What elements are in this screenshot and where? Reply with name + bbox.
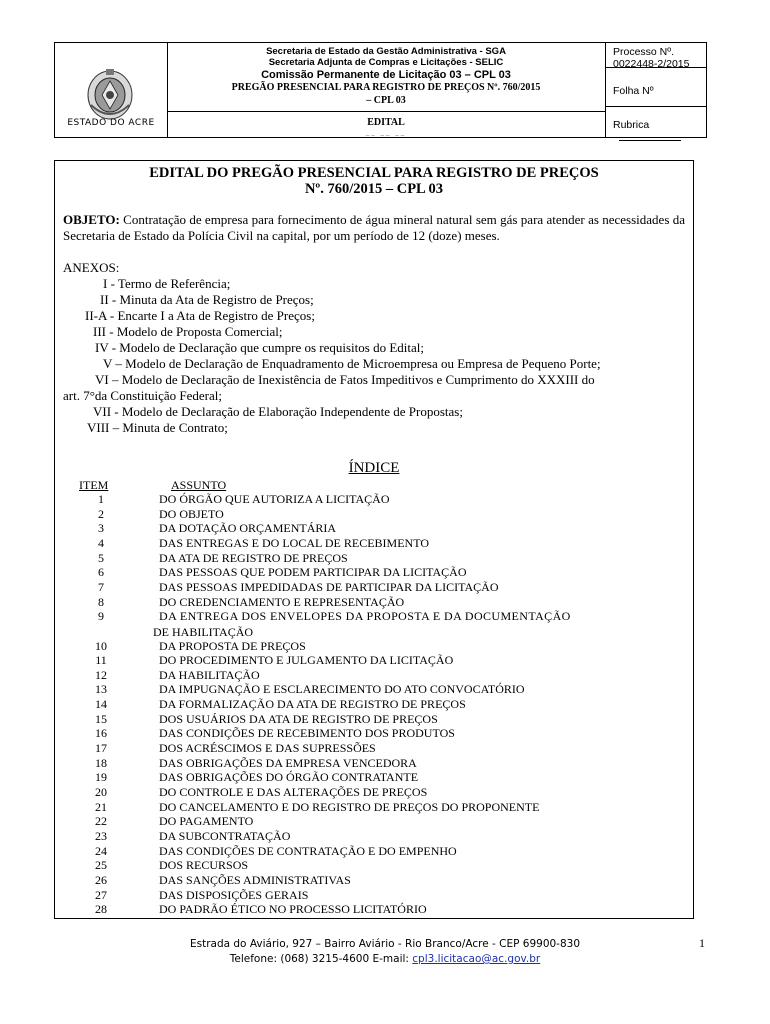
item-subject: DA ENTREGA DOS ENVELOPES DA PROPOSTA E DA DOCUMENTAÇÃO bbox=[159, 609, 571, 624]
table-row bbox=[55, 888, 693, 903]
header-line-dashes: __ __ __ bbox=[365, 129, 407, 137]
page-number: 1 bbox=[699, 936, 705, 950]
item-subject: DOS USUÁRIOS DA ATA DE REGISTRO DE PREÇOS bbox=[159, 711, 438, 726]
table-row bbox=[55, 492, 693, 507]
footer-contact bbox=[0, 953, 770, 965]
item-subject: DAS PESSOAS QUE PODEM PARTICIPAR DA LICITAÇÃO bbox=[159, 565, 467, 580]
table-row bbox=[55, 770, 693, 785]
item-number: 3 bbox=[98, 521, 104, 536]
item-subject: DA PROPOSTA DE PREÇOS bbox=[159, 638, 306, 653]
table-row bbox=[55, 858, 693, 873]
item-subject: DOS ACRÉSCIMOS E DAS SUPRESSÕES bbox=[159, 741, 376, 756]
header-line-selic: Secretaria Adjunta de Compras e Licitações - SELIC bbox=[268, 57, 504, 68]
table-row bbox=[55, 756, 693, 771]
header-line-pregao: PREGÃO PRESENCIAL PARA REGISTRO DE PREÇOS Nº. 760/2015 bbox=[231, 82, 541, 93]
header-right-cell bbox=[605, 43, 706, 137]
item-subject: DA IMPUGNAÇÃO E ESCLARECIMENTO DO ATO CONVOCATÓRIO bbox=[159, 682, 525, 697]
table-row bbox=[55, 902, 693, 917]
anexo-item: I - Termo de Referência; bbox=[103, 276, 231, 291]
item-number: 2 bbox=[98, 506, 104, 521]
item-subject: DO ÓRGÃO QUE AUTORIZA A LICITAÇÃO bbox=[159, 492, 390, 506]
anexo-item: VII - Modelo de Declaração de Elaboração Independente de Propostas; bbox=[93, 404, 463, 419]
item-number: 27 bbox=[95, 887, 107, 902]
table-row bbox=[55, 668, 693, 683]
header-line-cpl: Comissão Permanente de Licitação 03 – CPL 03 bbox=[261, 69, 511, 81]
item-number: 28 bbox=[95, 902, 107, 917]
rubrica-label: Rubrica bbox=[613, 119, 650, 131]
item-number: 4 bbox=[98, 535, 104, 550]
table-row bbox=[55, 595, 693, 610]
item-number: 14 bbox=[95, 697, 107, 712]
anexo-item: III - Modelo de Proposta Comercial; bbox=[93, 324, 283, 339]
item-number: 13 bbox=[95, 682, 107, 697]
state-coat-of-arms-icon bbox=[85, 65, 135, 125]
rubrica-blank bbox=[619, 131, 681, 141]
item-subject: DO OBJETO bbox=[159, 506, 224, 521]
edital-body bbox=[54, 160, 694, 919]
table-row bbox=[55, 726, 693, 741]
item-number: 24 bbox=[95, 843, 107, 858]
item-number: 21 bbox=[95, 799, 107, 814]
header-right-divider-1 bbox=[605, 67, 706, 68]
footer-address: Estrada do Aviário, 927 – Bairro Aviário - Rio Branco/Acre - CEP 69900-830 bbox=[189, 938, 581, 950]
item-subject: DO CANCELAMENTO E DO REGISTRO DE PREÇOS DO PROPONENTE bbox=[159, 799, 540, 814]
table-row bbox=[55, 653, 693, 668]
page-title: EDITAL DO PREGÃO PRESENCIAL PARA REGISTRO DE PREÇOS bbox=[149, 165, 599, 181]
state-name: ESTADO DO ACRE bbox=[67, 118, 155, 128]
anexo-item: II - Minuta da Ata de Registro de Preços; bbox=[100, 292, 314, 307]
objeto-paragraph bbox=[63, 212, 685, 244]
header-line-sga: Secretaria de Estado da Gestão Administrativa - SGA bbox=[266, 46, 506, 57]
item-subject: DOS RECURSOS bbox=[159, 858, 249, 873]
item-number: 16 bbox=[95, 726, 107, 741]
item-number: 22 bbox=[95, 814, 107, 829]
page-subtitle: Nº. 760/2015 – CPL 03 bbox=[304, 181, 444, 197]
table-row bbox=[55, 565, 693, 580]
objeto-label: OBJETO: bbox=[63, 212, 120, 227]
footer-phone: Telefone: (068) 3215-4600 E-mail: bbox=[229, 953, 413, 965]
item-number: 5 bbox=[98, 550, 104, 565]
indice-row-continuation: DE HABILITAÇÃO bbox=[153, 625, 254, 639]
item-number: 20 bbox=[95, 785, 107, 799]
item-subject: DAS OBRIGAÇÕES DO ÓRGÃO CONTRATANTE bbox=[159, 770, 419, 785]
table-row bbox=[55, 609, 693, 624]
header-line-edital: EDITAL bbox=[367, 117, 405, 128]
anexo-item: IV - Modelo de Declaração que cumpre os requisitos do Edital; bbox=[95, 340, 424, 355]
anexo-item: II-A - Encarte I a Ata de Registro de Preços; bbox=[85, 308, 315, 323]
document-header bbox=[54, 42, 707, 138]
folha-label: Folha Nº bbox=[613, 85, 654, 97]
table-row bbox=[55, 639, 693, 654]
item-subject: DAS ENTREGAS E DO LOCAL DE RECEBIMENTO bbox=[159, 535, 429, 550]
item-number: 19 bbox=[95, 770, 107, 785]
item-subject: DO PROCEDIMENTO E JULGAMENTO DA LICITAÇÃO bbox=[159, 653, 454, 668]
item-subject: DAS CONDIÇÕES DE RECEBIMENTO DOS PRODUTOS bbox=[159, 726, 455, 741]
table-row bbox=[55, 741, 693, 756]
item-subject: DA ATA DE REGISTRO DE PREÇOS bbox=[159, 550, 348, 565]
header-logo-cell bbox=[55, 43, 168, 137]
item-subject: DO CONTROLE E DAS ALTERAÇÕES DE PREÇOS bbox=[159, 785, 428, 799]
item-number: 17 bbox=[95, 741, 107, 756]
item-subject: DAS PESSOAS IMPEDIDADAS DE PARTICIPAR DA LICITAÇÃO bbox=[159, 579, 499, 594]
header-center-cell bbox=[167, 43, 606, 137]
table-row bbox=[55, 800, 693, 815]
anexo-item: VI – Modelo de Declaração de Inexistência de Fatos Impeditivos e Cumprimento do XXXIII do bbox=[95, 372, 595, 387]
table-row bbox=[55, 873, 693, 888]
table-row bbox=[55, 507, 693, 522]
item-subject: DAS CONDIÇÕES DE CONTRATAÇÃO E DO EMPENHO bbox=[159, 843, 457, 858]
processo-number: Processo Nº. 0022448-2/2015 bbox=[613, 46, 690, 70]
item-number: 23 bbox=[95, 828, 107, 843]
item-number: 26 bbox=[95, 872, 107, 887]
table-row bbox=[55, 844, 693, 859]
item-number: 25 bbox=[95, 858, 107, 873]
item-number: 8 bbox=[98, 594, 104, 609]
anexo-item: VIII – Minuta de Contrato; bbox=[87, 420, 228, 435]
col-header-item: ITEM bbox=[79, 478, 109, 492]
item-subject: DAS OBRIGAÇÕES DA EMPRESA VENCEDORA bbox=[159, 755, 417, 770]
item-subject: DA HABILITAÇÃO bbox=[159, 667, 260, 682]
rubrica-field bbox=[613, 119, 706, 144]
table-row bbox=[55, 712, 693, 727]
table-row bbox=[55, 536, 693, 551]
anexo-item: V – Modelo de Declaração de Enquadramento de Microempresa ou Empresa de Pequeno Porte; bbox=[103, 356, 601, 371]
header-divider bbox=[167, 111, 605, 112]
item-number: 18 bbox=[95, 755, 107, 770]
table-row bbox=[55, 682, 693, 697]
indice-heading: ÍNDICE bbox=[348, 460, 400, 476]
table-row bbox=[55, 697, 693, 712]
table-row bbox=[55, 814, 693, 829]
item-number: 11 bbox=[95, 653, 107, 668]
item-subject: DO CREDENCIAMENTO E REPRESENTAÇÃO bbox=[159, 594, 405, 609]
item-number: 6 bbox=[98, 565, 104, 580]
table-row bbox=[55, 580, 693, 595]
item-number: 15 bbox=[95, 711, 107, 726]
table-row bbox=[55, 521, 693, 536]
item-subject: DAS DISPOSIÇÕES GERAIS bbox=[159, 887, 309, 902]
col-header-assunto: ASSUNTO bbox=[171, 478, 227, 492]
item-subject: DO PADRÃO ÉTICO NO PROCESSO LICITATÓRIO bbox=[159, 902, 427, 917]
item-subject: DAS SANÇÕES ADMINISTRATIVAS bbox=[159, 872, 351, 887]
item-number: 10 bbox=[95, 638, 107, 653]
header-line-cpl03: – CPL 03 bbox=[366, 95, 406, 106]
item-number: 1 bbox=[98, 492, 104, 506]
item-subject: DA FORMALIZAÇÃO DA ATA DE REGISTRO DE PREÇOS bbox=[159, 697, 466, 712]
anexo-item-continuation: art. 7°da Constituição Federal; bbox=[63, 388, 222, 403]
item-number: 7 bbox=[98, 579, 104, 594]
item-subject: DA SUBCONTRATAÇÃO bbox=[159, 828, 291, 843]
objeto-text: Contratação de empresa para fornecimento de água mineral natural sem gás para atender as necessidades da Secretaria de Estado da Polícia Civil na capital, por um período de 12 (doze) meses. bbox=[63, 212, 685, 243]
item-subject: DO PAGAMENTO bbox=[159, 814, 254, 829]
item-subject: DA DOTAÇÃO ORÇAMENTÁRIA bbox=[159, 521, 337, 536]
item-number: 12 bbox=[95, 667, 107, 682]
anexos-heading: ANEXOS: bbox=[63, 260, 120, 275]
item-number: 9 bbox=[98, 609, 104, 624]
footer-email-link[interactable]: cpl3.licitacao@ac.gov.br bbox=[412, 953, 541, 965]
table-row bbox=[55, 551, 693, 566]
header-right-divider-2 bbox=[605, 106, 706, 107]
table-row bbox=[55, 785, 693, 800]
table-row bbox=[55, 829, 693, 844]
